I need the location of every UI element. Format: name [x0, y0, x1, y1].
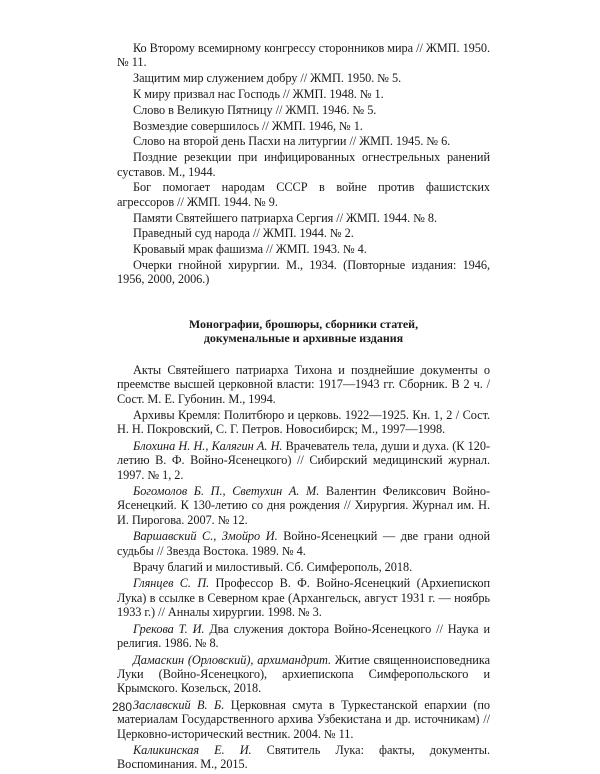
entry-text: Врачеватель тела, души и духа. (К 120-летию В. Ф. Войно-Ясенецкого) // Сибирский медицинский журнал. 1997. № 1, 2.	[117, 438, 490, 482]
list-item: Защитим мир служением добру // ЖМП. 1950. № 5.	[133, 71, 402, 86]
entry-text: Архивы Кремля: Политбюро и церковь. 1922—1925. Кн. 1, 2 / Сост. Н. Н. Покровский, С. Г. Петров. Новосибирск; М., 1997—1998.	[117, 408, 490, 437]
list-item: Праведный суд народа // ЖМП. 1944. № 2.	[133, 226, 354, 241]
entry-text: Врачу благий и милостивый. Сб. Симферополь, 2018.	[133, 560, 413, 575]
list-item: Кровавый мрак фашизма // ЖМП. 1943. № 4.	[133, 242, 367, 257]
section-heading-line: докуменальные и архивные издания	[203, 330, 404, 345]
list-item	[117, 408, 490, 437]
entry-author: Грекова Т. И.	[133, 621, 205, 636]
list-item: Очерки гнойной хирургии. М., 1934. (Повторные издания: 1946, 1956, 2000, 2006.)	[117, 257, 490, 287]
list-item	[117, 743, 490, 772]
entry-author: Блохина Н. Н., Калягин А. Н.	[133, 438, 283, 453]
entry-author: Богомолов Б. П., Светухин А. М.	[133, 484, 320, 499]
section-heading	[137, 317, 470, 345]
entry-text: Церковная смута в Туркестанской епархии (по материалам Государственного архива Узбекистана и др. источникам) // Церковно-исторический вестник. 2004. № 11.	[117, 697, 490, 741]
list-item: Поздние резекции при инфицированных огнестрельных ранений суставов. М., 1944.	[117, 150, 490, 179]
articles-list	[117, 41, 490, 287]
entry-text: Профессор В. Ф. Войно-Ясенецкий (Архиепископ Лука) в ссылке в Северном крае (Архангельск, август 1931 г. — ноябрь 1933 г.) // Анналы хирургии. 1998. № 3.	[117, 576, 490, 620]
list-item: К миру призвал нас Господь // ЖМП. 1948. № 1.	[133, 87, 384, 101]
list-item: Возмездие совершилось // ЖМП. 1946, № 1.	[133, 118, 363, 133]
page-number: 280	[112, 700, 133, 714]
list-item	[117, 439, 490, 482]
monographs-list	[117, 363, 490, 772]
entry-author: Глянцев С. П.	[133, 576, 210, 591]
list-item	[117, 529, 490, 558]
list-item: Слово на второй день Пасхи на литургии // ЖМП. 1945. № 6.	[133, 134, 451, 149]
list-item	[117, 484, 490, 527]
list-item	[117, 653, 490, 696]
list-item: Бог помогает народам СССР в войне против фашистских агрессоров // ЖМП. 1944. № 9.	[117, 180, 490, 209]
list-item: Ко Второму всемирному конгрессу сторонников мира // ЖМП. 1950. № 11.	[117, 41, 490, 70]
entry-author: Каликинская Е. И.	[133, 742, 252, 757]
entry-author: Дамаскин (Орловский), архимандрит.	[133, 652, 332, 667]
entry-text: Войно-Ясенецкий — две грани одной судьбы // Звезда Востока. 1989. № 4.	[117, 529, 491, 558]
entry-text: Святитель Лука: факты, документы. Воспоминания. М., 2015.	[117, 742, 490, 772]
entry-author: Заславский В. Б.	[133, 697, 225, 712]
list-item	[117, 622, 490, 651]
section-heading-line: Монографии, брошюры, сборники статей,	[188, 316, 419, 331]
list-item: Слово в Великую Пятницу // ЖМП. 1946. № 5.	[133, 102, 377, 117]
list-item: Памяти Святейшего патриарха Сергия // ЖМП. 1944. № 8.	[133, 210, 438, 225]
page-content	[117, 41, 490, 774]
list-item	[117, 560, 490, 574]
list-item	[117, 698, 490, 741]
list-item	[117, 576, 490, 619]
entry-text: Житие священноисповедника Луки (Войно-Ясенецкого), архиепископа Симферопольского и Крымского. Козельск, 2018.	[117, 652, 490, 696]
entry-text: Акты Святейшего патриарха Тихона и позднейшие документы о преемстве высшей церковной власти: 1917—1943 гг. Сборник. В 2 ч. / Сост. М. Е. Губонин. М., 1994.	[117, 362, 490, 406]
entry-author: Варшавский С., Змойро И.	[133, 529, 278, 544]
entry-text: Два служения доктора Войно-Ясенецкого // Наука и религия. 1986. № 8.	[117, 621, 491, 651]
list-item	[117, 363, 490, 406]
entry-text: Валентин Феликсович Войно-Ясенецкий. К 130-летию со дня рождения // Хирургия. Журнал им. Н. И. Пирогова. 2007. № 12.	[117, 484, 491, 527]
